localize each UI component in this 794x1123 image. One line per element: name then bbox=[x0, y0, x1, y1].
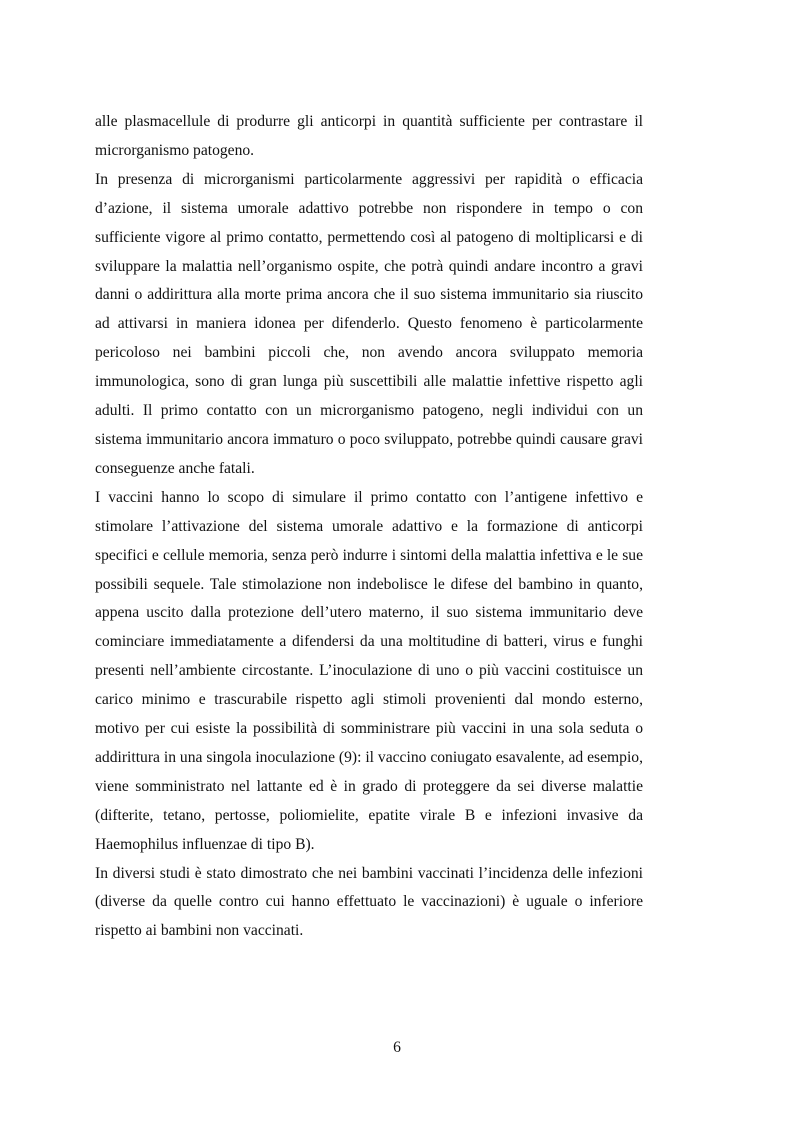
paragraph-4: In diversi studi è stato dimostrato che nei bambini vaccinati l’incidenza delle infezioni (diverse da quelle contro cui hanno effettuato le vaccinazioni) è uguale o inferiore rispetto ai bambini non vaccinati. bbox=[95, 864, 643, 940]
paragraph-3: I vaccini hanno lo scopo di simulare il primo contatto con l’antigene infettivo e stimolare l’attivazione del sistema umorale adattivo e la formazione di anticorpi specifici e cellule memoria, senza però indurre i sintomi della malattia infettiva e le sue possibili sequele. Tale stimolazione non indebolisce le difese del bambino in quanto, appena uscito dalla protezione dell’utero materno, il suo sistema immunitario deve cominciare immediatamente a difendersi da una moltitudine di batteri, virus e funghi presenti nell’ambiente circostante. L’inoculazione di uno o più vaccini costituisce un carico minimo e trascurabile rispetto agli stimoli provenienti dal mondo esterno, motivo per cui esiste la possibilità di somministrare più vaccini in una sola seduta o addirittura in una singola inoculazione (9): il vaccino coniugato esavalente, ad esempio, viene somministrato nel lattante ed è in grado di proteggere da sei diverse malattie (difterite, tetano, pertosse, poliomielite, epatite virale B e infezioni invasive da Haemophilus influenzae di tipo B). bbox=[95, 488, 643, 853]
paragraph-2: In presenza di microrganismi particolarmente aggressivi per rapidità o efficacia d’azione, il sistema umorale adattivo potrebbe non rispondere in tempo o con sufficiente vigore al primo contatto, permettendo così al patogeno di moltiplicarsi e di sviluppare la malattia nell’organismo ospite, che potrà quindi andare incontro a gravi danni o addirittura alla morte prima ancora che il suo sistema immunitario sia riuscito ad attivarsi in maniera idonea per difenderlo. Questo fenomeno è particolarmente pericoloso nei bambini piccoli che, non avendo ancora sviluppato memoria immunologica, sono di gran lunga più suscettibili alle malattie infettive rispetto agli adulti. Il primo contatto con un microrganismo patogeno, negli individui con un sistema immunitario ancora immaturo o poco sviluppato, potrebbe quindi causare gravi conseguenze anche fatali. bbox=[95, 170, 643, 477]
body-text bbox=[95, 108, 643, 946]
page-number: 6 bbox=[393, 1039, 401, 1056]
paragraph-1: alle plasmacellule di produrre gli anticorpi in quantità sufficiente per contrastare il microrganismo patogeno. bbox=[95, 113, 643, 159]
